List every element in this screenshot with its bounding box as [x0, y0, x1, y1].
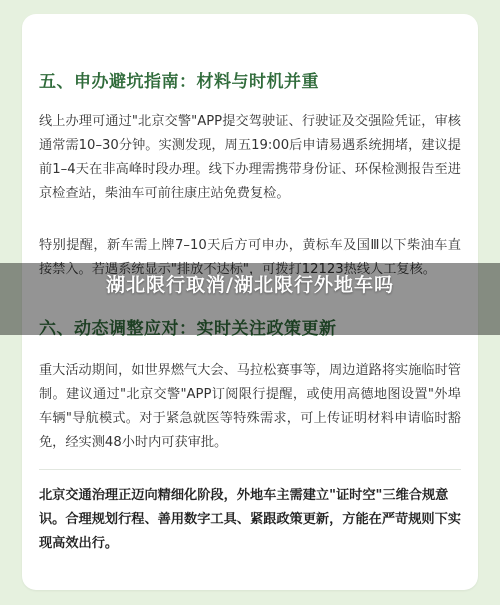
section-5-paragraph-2: 特别提醒，新车需上牌7–10天后方可申办，黄标车及国Ⅲ以下柴油车直接禁入。若遇系统显示"排放不达标"，可拨打12123热线人工复核。 — [39, 238, 461, 277]
section-6-paragraph-1: 重大活动期间，如世界燃气大会、马拉松赛事等，周边道路将实施临时管制。建议通过"北京交警"APP订阅限行提醒，或使用高德地图设置"外埠车辆"导航模式。对于紧急就医等特殊需求，可上传证明材料申请临时豁免，经实测48小时内可获审批。 — [39, 363, 461, 450]
overlay-title[interactable]: 湖北限行取消/湖北限行外地车吗 — [106, 274, 394, 296]
divider — [39, 469, 461, 470]
section-6-heading: 六、动态调整应对：实时关注政策更新 — [39, 319, 337, 339]
section-5-paragraph-1: 线上办理可通过"北京交警"APP提交驾驶证、行驶证及交强险凭证，审核通常需10–30分钟。实测发现，周五19:00后申请易遇系统拥堵，建议提前1–4天在非高峰时段办理。线下办理需携带身份证、环保检测报告至进京检查站，柴油车可前往康庄站免费复检。 — [39, 114, 461, 201]
summary-paragraph: 北京交通治理正迈向精细化阶段，外地车主需建立"证时空"三维合规意识。合理规划行程、善用数字工具、紧跟政策更新，方能在严苛规则下实现高效出行。 — [39, 488, 461, 551]
section-5-heading: 五、申办避坑指南：材料与时机并重 — [39, 72, 319, 92]
